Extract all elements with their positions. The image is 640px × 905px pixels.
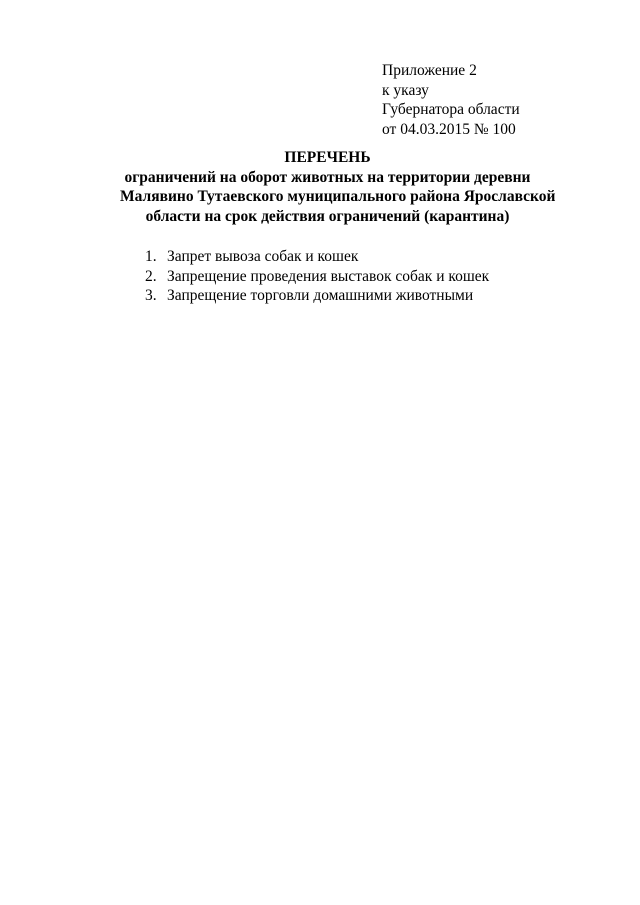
title-line: ограничений на оборот животных на территории деревни <box>124 168 531 186</box>
appendix-line: Губернатора области <box>382 101 520 118</box>
title-line: Малявино Тутаевского муниципального района Ярославской <box>120 188 556 205</box>
document-title <box>120 148 556 226</box>
appendix-reference <box>382 61 622 139</box>
list-item-text: Запрещение торговли домашними животными <box>167 287 474 304</box>
appendix-line: Приложение 2 <box>382 62 477 79</box>
list-item-text: Запрет вывоза собак и кошек <box>167 248 359 265</box>
list-item-number: 1. <box>145 248 157 265</box>
list-item <box>145 247 605 267</box>
appendix-line: к указу <box>382 81 429 99</box>
title-line: области на срок действия ограничений (карантина) <box>145 207 510 225</box>
list-item-number: 2. <box>145 267 157 285</box>
list-item <box>145 286 605 306</box>
list-item-number: 3. <box>145 287 157 304</box>
restrictions-list <box>145 247 605 306</box>
title-heading: ПЕРЕЧЕНЬ <box>284 149 371 166</box>
appendix-line: от 04.03.2015 № 100 <box>382 120 516 138</box>
list-item <box>145 267 605 287</box>
list-item-text: Запрещение проведения выставок собак и кошек <box>167 267 490 285</box>
